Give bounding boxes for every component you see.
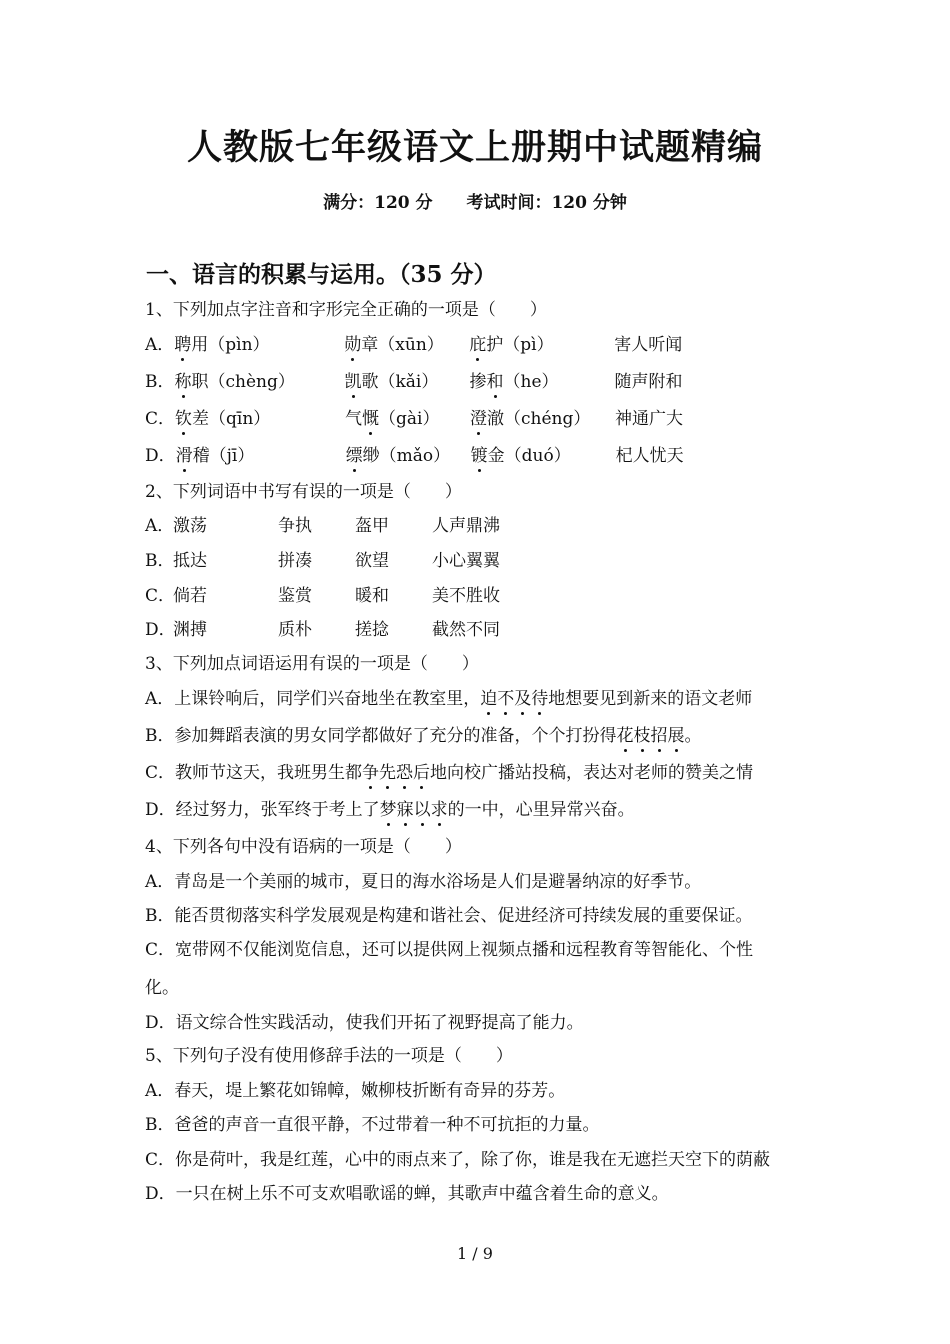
text: 缈	[362, 446, 380, 466]
text: 钦	[175, 409, 193, 429]
option-label: B．	[145, 372, 175, 392]
text: （xūn）	[378, 335, 444, 355]
q3-option-d	[145, 798, 635, 822]
dotted-keyword	[362, 763, 430, 783]
dotted-char: 及	[514, 689, 532, 709]
text: （duó）	[504, 446, 571, 466]
q1-option-idiom: 害人听闻	[614, 335, 683, 355]
text: （mǎo）	[379, 446, 451, 466]
text: （gài）	[379, 409, 440, 429]
q5-option-b: B．爸爸的声音一直很平静，不过带着一种不可抗拒的力量。	[145, 1115, 600, 1135]
q1-option-word	[470, 370, 615, 394]
page-number: 1 / 9	[457, 1244, 493, 1263]
exam-info	[0, 188, 950, 213]
q2-stem: 2、下列词语中书写有误的一项是（ ）	[145, 482, 462, 502]
q1-option-idiom: 杞人忧天	[615, 446, 684, 466]
q5-option-d: D．一只在树上乐不可支欢唱歌谣的蝉，其歌声中蕴含着生命的意义。	[145, 1184, 669, 1204]
text: D．经过努力，张军终于考上了	[145, 800, 380, 820]
page-title: 人教版七年级语文上册期中试题精编	[186, 127, 763, 168]
dotted-keyword	[617, 726, 685, 746]
q5-stem: 5、下列句子没有使用修辞手法的一项是（ ）	[145, 1046, 513, 1066]
q1-option-idiom: 神通广大	[615, 409, 684, 429]
full-score: 满分：120 分	[323, 193, 433, 213]
q2-option-row	[145, 549, 500, 573]
dotted-char: 不	[497, 689, 515, 709]
q1-option-word	[469, 333, 614, 357]
text: （jī）	[209, 446, 255, 466]
text: 勋	[344, 335, 362, 355]
q2-option-word: 美不胜收	[432, 586, 500, 606]
q2-option-word: 抵达	[173, 551, 207, 571]
dotted-char: 以	[413, 800, 431, 820]
q2-option-word: 渊搏	[173, 620, 207, 640]
q4-option-d: D．语文综合性实践活动，使我们开拓了视野提高了能力。	[145, 1013, 584, 1033]
text: 金	[487, 446, 505, 466]
text: 和	[486, 372, 504, 392]
dotted-char: 待	[531, 689, 549, 709]
dotted-char: 求	[430, 800, 448, 820]
q1-option-word	[175, 370, 345, 394]
q4-option-c: C．宽带网不仅能浏览信息，还可以提供网上视频点播和远程教育等智能化、个性	[145, 940, 754, 960]
text: （pì）	[503, 335, 554, 355]
text: 凯	[344, 372, 362, 392]
option-label: B．	[145, 551, 175, 571]
q1-stem: 1、下列加点字注音和字形完全正确的一项是（ ）	[145, 300, 547, 320]
text: （chèng）	[208, 372, 295, 392]
q1-option-idiom: 随声附和	[614, 372, 683, 392]
q2-option-word: 争执	[278, 516, 312, 536]
q1-option-row	[145, 444, 684, 468]
q1-option-word	[345, 370, 470, 394]
exam-time: 考试时间：120 分钟	[466, 193, 627, 213]
q1-option-row	[145, 370, 683, 394]
text: A．上课铃响后，同学们兴奋地坐在教室里，	[145, 689, 481, 709]
text: 的一中，心里异常兴奋。	[447, 800, 635, 820]
text: 地向校广播站投稿，表达对老师的赞美之情	[430, 763, 754, 783]
q2-option-word: 鉴赏	[278, 586, 312, 606]
q1-option-word	[471, 444, 616, 468]
text: （kǎi）	[378, 372, 439, 392]
q2-option-row	[145, 584, 500, 608]
text: 掺	[469, 372, 487, 392]
q1-option-word	[175, 407, 345, 431]
q2-option-word: 暖和	[355, 586, 389, 606]
text: （chéng）	[504, 409, 591, 429]
q5-option-c: C．你是荷叶，我是红莲，心中的雨点来了，除了你，谁是我在无遮拦天空下的荫蔽	[145, 1150, 771, 1170]
q2-option-row	[145, 514, 500, 538]
option-label: D．	[145, 620, 176, 640]
dotted-char: 后	[413, 763, 431, 783]
q1-option-row	[145, 333, 682, 357]
text: 章	[361, 335, 379, 355]
q2-option-row	[145, 618, 500, 642]
dotted-char: 恐	[396, 763, 414, 783]
section-1-title: 一、语言的积累与运用。（35 分）	[146, 261, 497, 288]
q4-option-b: B．能否贯彻落实科学发展观是构建和谐社会、促进经济可持续发展的重要保证。	[145, 906, 753, 926]
q2-option-word: 小心翼翼	[432, 551, 500, 571]
text: 稽	[192, 446, 210, 466]
dotted-char: 枝	[633, 726, 651, 746]
dotted-char: 梦	[379, 800, 397, 820]
text: 聘	[174, 335, 192, 355]
q1-option-word	[346, 444, 471, 468]
q1-option-word	[470, 407, 615, 431]
q1-option-word	[345, 407, 470, 431]
option-label: D．	[145, 446, 176, 466]
dotted-char: 争	[362, 763, 380, 783]
q3-option-b	[145, 724, 702, 748]
q5-option-a: A．春天，堤上繁花如锦幛，嫩柳枝折断有奇异的芬芳。	[145, 1081, 566, 1101]
text: 用	[191, 335, 209, 355]
text: 慨	[362, 409, 380, 429]
q2-option-word: 倘若	[173, 586, 207, 606]
q4-stem: 4、下列各句中没有语病的一项是（ ）	[145, 837, 462, 857]
q2-option-word: 盔甲	[355, 516, 389, 536]
text: C．教师节这天，我班男生都	[145, 763, 363, 783]
q3-stem: 3、下列加点词语运用有误的一项是（ ）	[145, 654, 479, 674]
text: 。	[684, 726, 702, 746]
option-label: C．	[145, 409, 176, 429]
dotted-char: 招	[650, 726, 668, 746]
dotted-char: 先	[379, 763, 397, 783]
text: （pìn）	[208, 335, 270, 355]
q1-option-row	[145, 407, 683, 431]
q1-option-word	[344, 333, 469, 357]
text: B．参加舞蹈表演的男女同学都做好了充分的准备，个个打扮得	[145, 726, 617, 746]
text: 差	[192, 409, 210, 429]
text: 护	[486, 335, 504, 355]
q2-option-word: 搓捻	[355, 620, 389, 640]
text: 地想要见到新来的语文老师	[548, 689, 753, 709]
text: 澄	[470, 409, 488, 429]
option-label: A．	[145, 335, 175, 355]
q4-option-a: A．青岛是一个美丽的城市，夏日的海水浴场是人们是避暑纳凉的好季节。	[145, 872, 702, 892]
q2-option-word: 截然不同	[432, 620, 500, 640]
q4-option-c-cont: 化。	[145, 978, 179, 998]
q1-option-word	[176, 444, 346, 468]
text: 缥	[345, 446, 363, 466]
text: （qīn）	[209, 409, 271, 429]
option-label: A．	[145, 516, 175, 536]
text: 歌	[361, 372, 379, 392]
text: 澈	[487, 409, 505, 429]
text: 称	[174, 372, 192, 392]
q2-option-word: 激荡	[173, 516, 207, 536]
text: 镀	[470, 446, 488, 466]
q2-option-word: 拼凑	[278, 551, 312, 571]
text: （he）	[503, 372, 559, 392]
option-label: C．	[145, 586, 176, 606]
text: 滑	[175, 446, 193, 466]
q2-option-word: 质朴	[278, 620, 312, 640]
q2-option-word: 欲望	[355, 551, 389, 571]
q1-option-word	[174, 333, 344, 357]
dotted-keyword	[380, 800, 448, 820]
dotted-keyword	[480, 689, 548, 709]
text: 庇	[469, 335, 487, 355]
dotted-char: 展	[667, 726, 685, 746]
dotted-char: 花	[616, 726, 634, 746]
text: 职	[191, 372, 209, 392]
dotted-char: 寐	[396, 800, 414, 820]
q3-option-a	[145, 687, 752, 711]
q3-option-c	[145, 761, 753, 785]
text: 气	[345, 409, 363, 429]
dotted-char: 迫	[480, 689, 498, 709]
q2-option-word: 人声鼎沸	[432, 516, 500, 536]
